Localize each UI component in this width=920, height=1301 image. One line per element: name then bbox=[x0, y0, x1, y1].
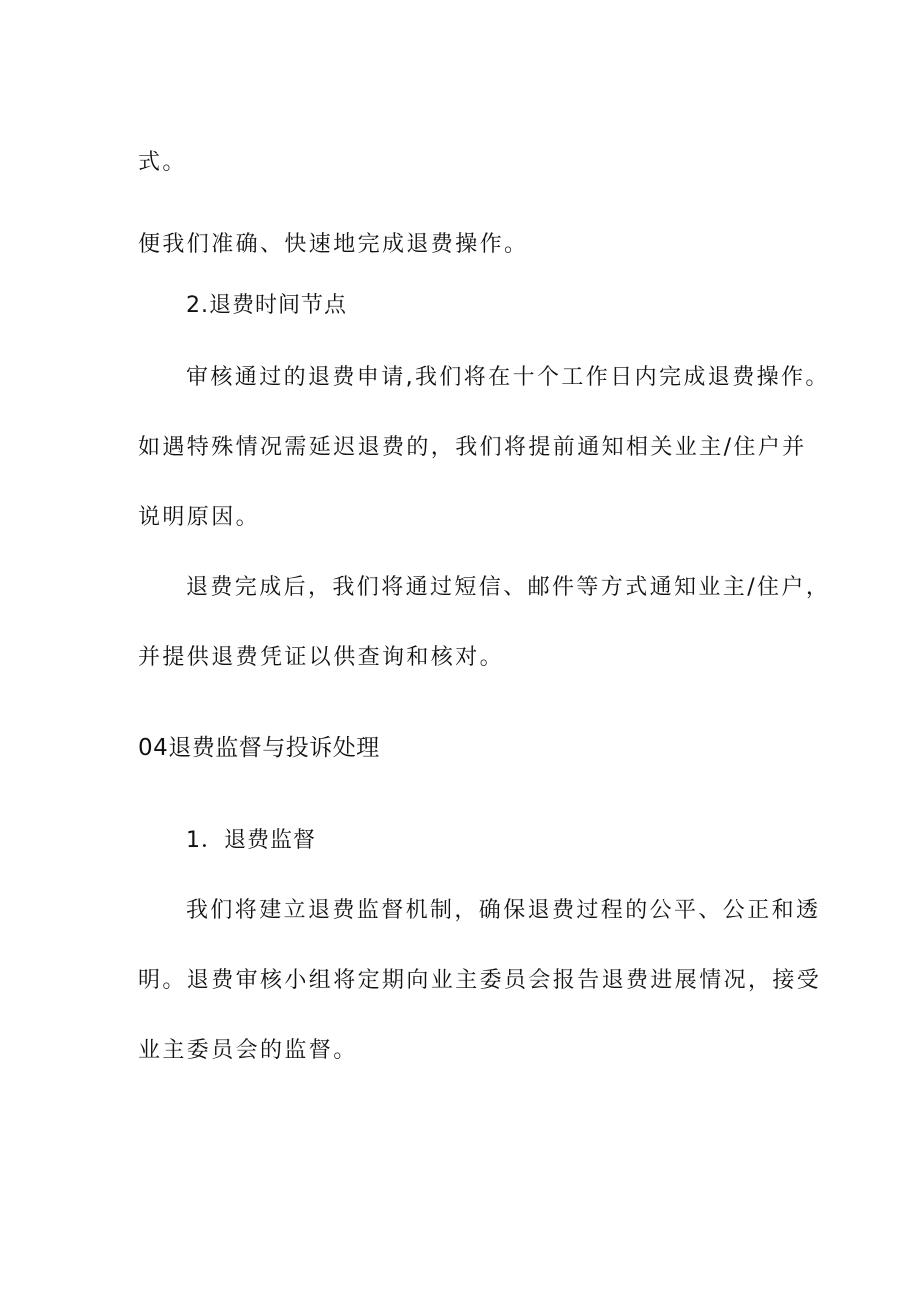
paragraph-line: 说明原因。 bbox=[138, 505, 261, 530]
paragraph-line: 式。 bbox=[138, 150, 187, 175]
paragraph-line: 我们将建立退费监督机制，确保退费过程的公平、公正和透 bbox=[186, 898, 821, 923]
paragraph-line: 明。退费审核小组将定期向业主委员会报告退费进展情况，接受 bbox=[138, 968, 822, 993]
paragraph-line: 便我们准确、快速地完成退费操作。 bbox=[138, 232, 529, 257]
subsection-heading: 2.退费时间节点 bbox=[186, 293, 347, 318]
paragraph-line: 业主委员会的监督。 bbox=[138, 1038, 358, 1063]
paragraph-line: 审核通过的退费申请,我们将在十个工作日内完成退费操作。 bbox=[186, 365, 830, 390]
section-heading: 04退费监督与投诉处理 bbox=[138, 735, 380, 761]
paragraph-line: 并提供退费凭证以供查询和核对。 bbox=[138, 645, 505, 670]
paragraph-line: 如遇特殊情况需延迟退费的，我们将提前通知相关业主/住户并 bbox=[138, 435, 807, 460]
paragraph-line: 退费完成后，我们将通过短信、邮件等方式通知业主/住户， bbox=[186, 575, 831, 600]
subsection-heading: 1．退费监督 bbox=[186, 828, 316, 853]
